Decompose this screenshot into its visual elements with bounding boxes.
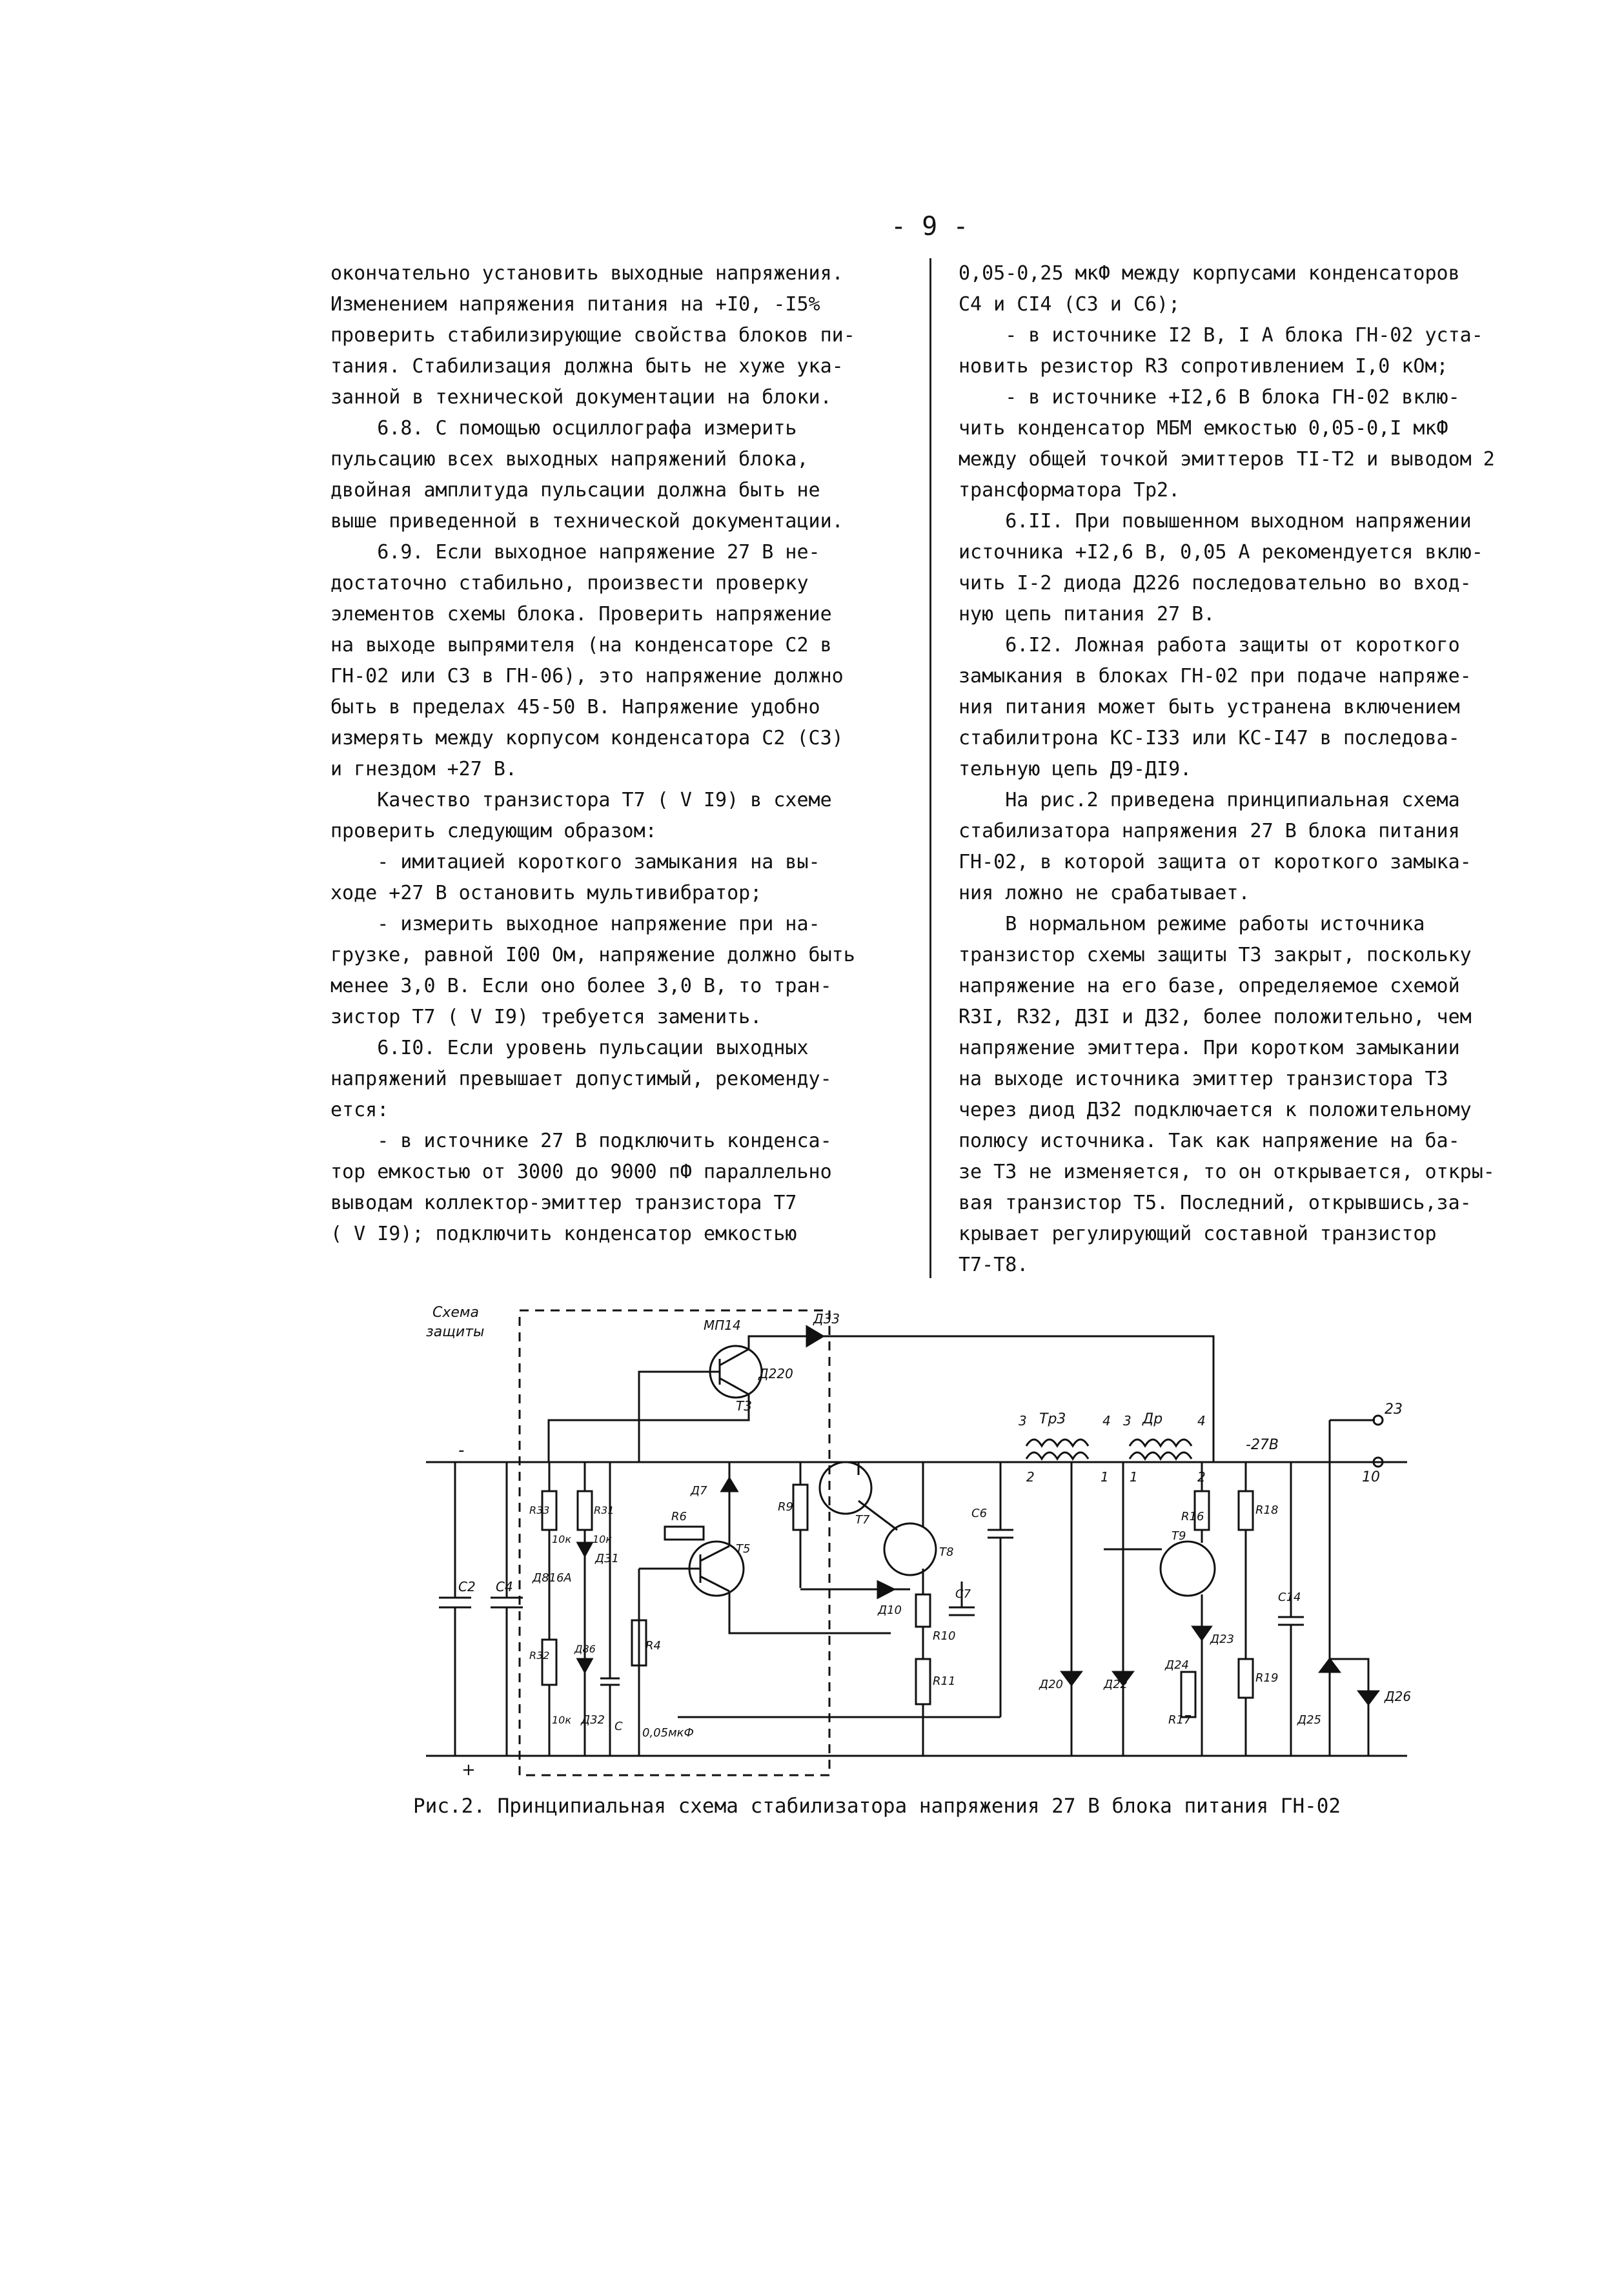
label-n2a: 2 — [1026, 1469, 1035, 1485]
label-t5: Т5 — [736, 1542, 751, 1556]
text-line: - в источнике 27 В подключить конденса- — [330, 1130, 832, 1152]
label-n10: 10 — [1362, 1469, 1380, 1485]
text-line: ГН-02 или С3 в ГН-06), это напряжение должно — [330, 665, 844, 687]
text-line: ния ложно не срабатывает. — [959, 882, 1250, 904]
label-plus: + — [462, 1760, 476, 1780]
label-r19: R19 — [1255, 1671, 1279, 1685]
text-line: - измерить выходное напряжение при на- — [330, 913, 820, 935]
text-line: 6.II. При повышенном выходном напряжении — [959, 510, 1472, 533]
text-line: на выходе выпрямителя (на конденсаторе С2 в — [330, 634, 832, 657]
label-mp14: МП14 — [704, 1318, 741, 1333]
text-line: между общей точкой эмиттеров ТI-Т2 и выводом 2 — [959, 448, 1495, 471]
label-n4a: 4 — [1102, 1413, 1111, 1429]
label-d10: Д10 — [878, 1603, 902, 1617]
text-line: двойная амплитуда пульсации должна быть не — [330, 479, 820, 502]
text-line: зе Т3 не изменяется, то он открывается, откры- — [959, 1161, 1495, 1183]
text-line: ется: — [330, 1099, 389, 1121]
text-line: ния питания может быть устранена включением — [959, 696, 1460, 718]
text-line: выводам коллектор-эмиттер транзистора Т7 — [330, 1192, 797, 1214]
text-line: полюсу источника. Так как напряжение на ба- — [959, 1130, 1460, 1152]
label-d25: Д25 — [1297, 1713, 1321, 1727]
text-line: грузке, равной I00 Ом, напряжение должно быть — [330, 944, 855, 966]
label-r16: R16 — [1181, 1510, 1204, 1523]
label-d33: Д33 — [813, 1311, 840, 1327]
text-line: пульсацию всех выходных напряжений блока, — [330, 448, 809, 471]
label-r32: R32 — [529, 1649, 550, 1662]
label-r4: R4 — [645, 1639, 661, 1653]
label-c7: С7 — [955, 1587, 971, 1601]
label-r11: R11 — [933, 1674, 956, 1688]
text-line: проверить стабилизирующие свойства блоков пи- — [330, 324, 855, 347]
column-divider — [929, 258, 931, 1278]
label-d24: Д24 — [1165, 1658, 1189, 1672]
label-t8: Т8 — [939, 1545, 954, 1559]
text-line: стабилизатора напряжения 27 В блока питания — [959, 820, 1460, 842]
label-d22: Д22 — [1104, 1678, 1128, 1691]
text-line: - в источнике I2 В, I А блока ГН-02 уста- — [959, 324, 1483, 347]
text-line: элементов схемы блока. Проверить напряжение — [330, 603, 832, 626]
text-line: на выходе источника эмиттер транзистора Т3 — [959, 1068, 1448, 1090]
text-line: зистор Т7 ( V I9) требуется заменить. — [330, 1006, 762, 1028]
label-t7: Т7 — [855, 1513, 870, 1527]
label-n1a: 1 — [1101, 1469, 1109, 1485]
text-line: Т7-Т8. — [959, 1254, 1029, 1276]
text-line: 0,05-0,25 мкФ между корпусами конденсаторов — [959, 262, 1460, 285]
text-line: выше приведенной в технической документации. — [330, 510, 844, 533]
text-line: ходе +27 В остановить мультивибратор; — [330, 882, 762, 904]
label-minus: - — [458, 1441, 465, 1460]
text-line: через диод Д32 подключается к положительному — [959, 1099, 1472, 1121]
label-r33: R33 — [529, 1504, 550, 1516]
text-line: На рис.2 приведена принципиальная схема — [959, 789, 1460, 811]
text-line: Качество транзистора Т7 ( V I9) в схеме — [330, 789, 832, 811]
label-r18: R18 — [1255, 1503, 1279, 1517]
label-d7: Д7 — [691, 1484, 707, 1498]
text-line: тельную цепь Д9-ДI9. — [959, 758, 1192, 780]
circuit-diagram — [387, 1298, 1446, 1795]
text-line: напряжение на его базе, определяемое схемой — [959, 975, 1460, 997]
label-c6: С6 — [971, 1507, 988, 1520]
label-d816a: Д816А — [533, 1571, 572, 1585]
label-d20: Д20 — [1039, 1678, 1063, 1691]
text-line: 6.I2. Ложная работа защиты от короткого — [959, 634, 1460, 657]
label-d23: Д23 — [1210, 1633, 1234, 1646]
text-line: - в источнике +I2,6 В блока ГН-02 вклю- — [959, 386, 1460, 409]
text-line: Изменением напряжения питания на +I0, -I5% — [330, 293, 820, 316]
label-protection-2: защиты — [426, 1324, 485, 1340]
label-r9: R9 — [778, 1500, 793, 1514]
label-t9: Т9 — [1172, 1529, 1186, 1543]
label-n2b: 2 — [1197, 1469, 1206, 1485]
text-line: ную цепь питания 27 В. — [959, 603, 1215, 626]
label-n3a: 3 — [1019, 1413, 1027, 1429]
figure-caption: Рис.2. Принципиальная схема стабилизатора напряжения 27 В блока питания ГН-02 — [413, 1795, 1341, 1818]
label-n23: 23 — [1385, 1401, 1403, 1418]
text-line: 6.9. Если выходное напряжение 27 В не- — [330, 541, 820, 564]
label-c14: С14 — [1278, 1591, 1301, 1604]
label-r31: R31 — [594, 1504, 614, 1516]
label-tr3: Тр3 — [1039, 1411, 1066, 1427]
text-line: стабилитрона КС-I33 или КС-I47 в последова- — [959, 727, 1460, 749]
label-r10: R10 — [933, 1629, 956, 1643]
label-d86: Д86 — [574, 1643, 596, 1655]
text-line: R3I, R32, Д3I и Д32, более положительно, чем — [959, 1006, 1472, 1028]
label-r6: R6 — [671, 1510, 687, 1523]
text-line: напряжений превышает допустимый, рекоменду- — [330, 1068, 832, 1090]
text-line: С4 и СI4 (С3 и С6); — [959, 293, 1181, 316]
left-text-column — [330, 258, 911, 1250]
label-10k-a: 10к — [552, 1533, 572, 1545]
text-line: чить I-2 диода Д226 последовательно во вход- — [959, 572, 1472, 595]
text-line: вая транзистор Т5. Последний, открывшись,за- — [959, 1192, 1472, 1214]
text-line: и гнездом +27 В. — [330, 758, 517, 780]
text-line: - имитацией короткого замыкания на вы- — [330, 851, 820, 873]
page-number: - 9 - — [891, 212, 969, 241]
text-line: ГН-02, в которой защита от короткого замыка- — [959, 851, 1472, 873]
right-text-column — [959, 258, 1572, 1281]
label-protection-1: Схема — [432, 1305, 479, 1321]
text-line: проверить следующим образом: — [330, 820, 657, 842]
text-line: 6.8. С помощью осциллографа измерить — [330, 417, 797, 440]
text-line: чить конденсатор МБМ емкостью 0,05-0,I мкФ — [959, 417, 1448, 440]
label-d31: Д31 — [595, 1552, 619, 1565]
label-c: С — [614, 1720, 623, 1733]
text-line: ( V I9); подключить конденсатор емкостью — [330, 1223, 797, 1245]
text-line: тор емкостью от 3000 до 9000 пФ параллельно — [330, 1161, 832, 1183]
label-dr: Др — [1142, 1411, 1163, 1427]
text-line: окончательно установить выходные напряжения. — [330, 262, 844, 285]
label-c005: 0,05мкФ — [642, 1726, 695, 1740]
text-line: транзистор схемы защиты Т3 закрыт, поскольку — [959, 944, 1472, 966]
label-n1b: 1 — [1130, 1469, 1138, 1485]
text-line: крывает регулирующий составной транзистор — [959, 1223, 1437, 1245]
label-n3b: 3 — [1123, 1413, 1132, 1429]
label-n4b: 4 — [1197, 1413, 1206, 1429]
label-r17: R17 — [1168, 1713, 1192, 1727]
label-t3: Т3 — [736, 1398, 752, 1414]
label-d32: Д32 — [581, 1713, 605, 1727]
label-d26: Д26 — [1385, 1689, 1412, 1704]
text-line: В нормальном режиме работы источника — [959, 913, 1425, 935]
text-line: замыкания в блоках ГН-02 при подаче напряже- — [959, 665, 1472, 687]
text-line: источника +I2,6 В, 0,05 А рекомендуется вклю- — [959, 541, 1483, 564]
label-10k-b: 10к — [593, 1533, 613, 1545]
text-line: менее 3,0 В. Если оно более 3,0 В, то тран- — [330, 975, 832, 997]
label-10k-c: 10к — [552, 1714, 572, 1726]
text-line: тания. Стабилизация должна быть не хуже ука- — [330, 355, 844, 378]
text-line: занной в технической документации на блоки. — [330, 386, 832, 409]
text-line: напряжение эмиттера. При коротком замыкании — [959, 1037, 1460, 1059]
text-line: быть в пределах 45-50 В. Напряжение удобно — [330, 696, 820, 718]
text-line: 6.I0. Если уровень пульсации выходных — [330, 1037, 809, 1059]
label-d220: Д220 — [758, 1366, 793, 1381]
text-line: новить резистор R3 сопротивлением I,0 кОм; — [959, 355, 1448, 378]
text-line: измерять между корпусом конденсатора С2 (С3) — [330, 727, 844, 749]
label-c2: С2 — [458, 1579, 476, 1594]
label-minus27: -27В — [1246, 1437, 1279, 1453]
text-line: достаточно стабильно, произвести проверку — [330, 572, 809, 595]
label-c4: С4 — [496, 1579, 513, 1594]
text-line: трансформатора Тр2. — [959, 479, 1181, 502]
